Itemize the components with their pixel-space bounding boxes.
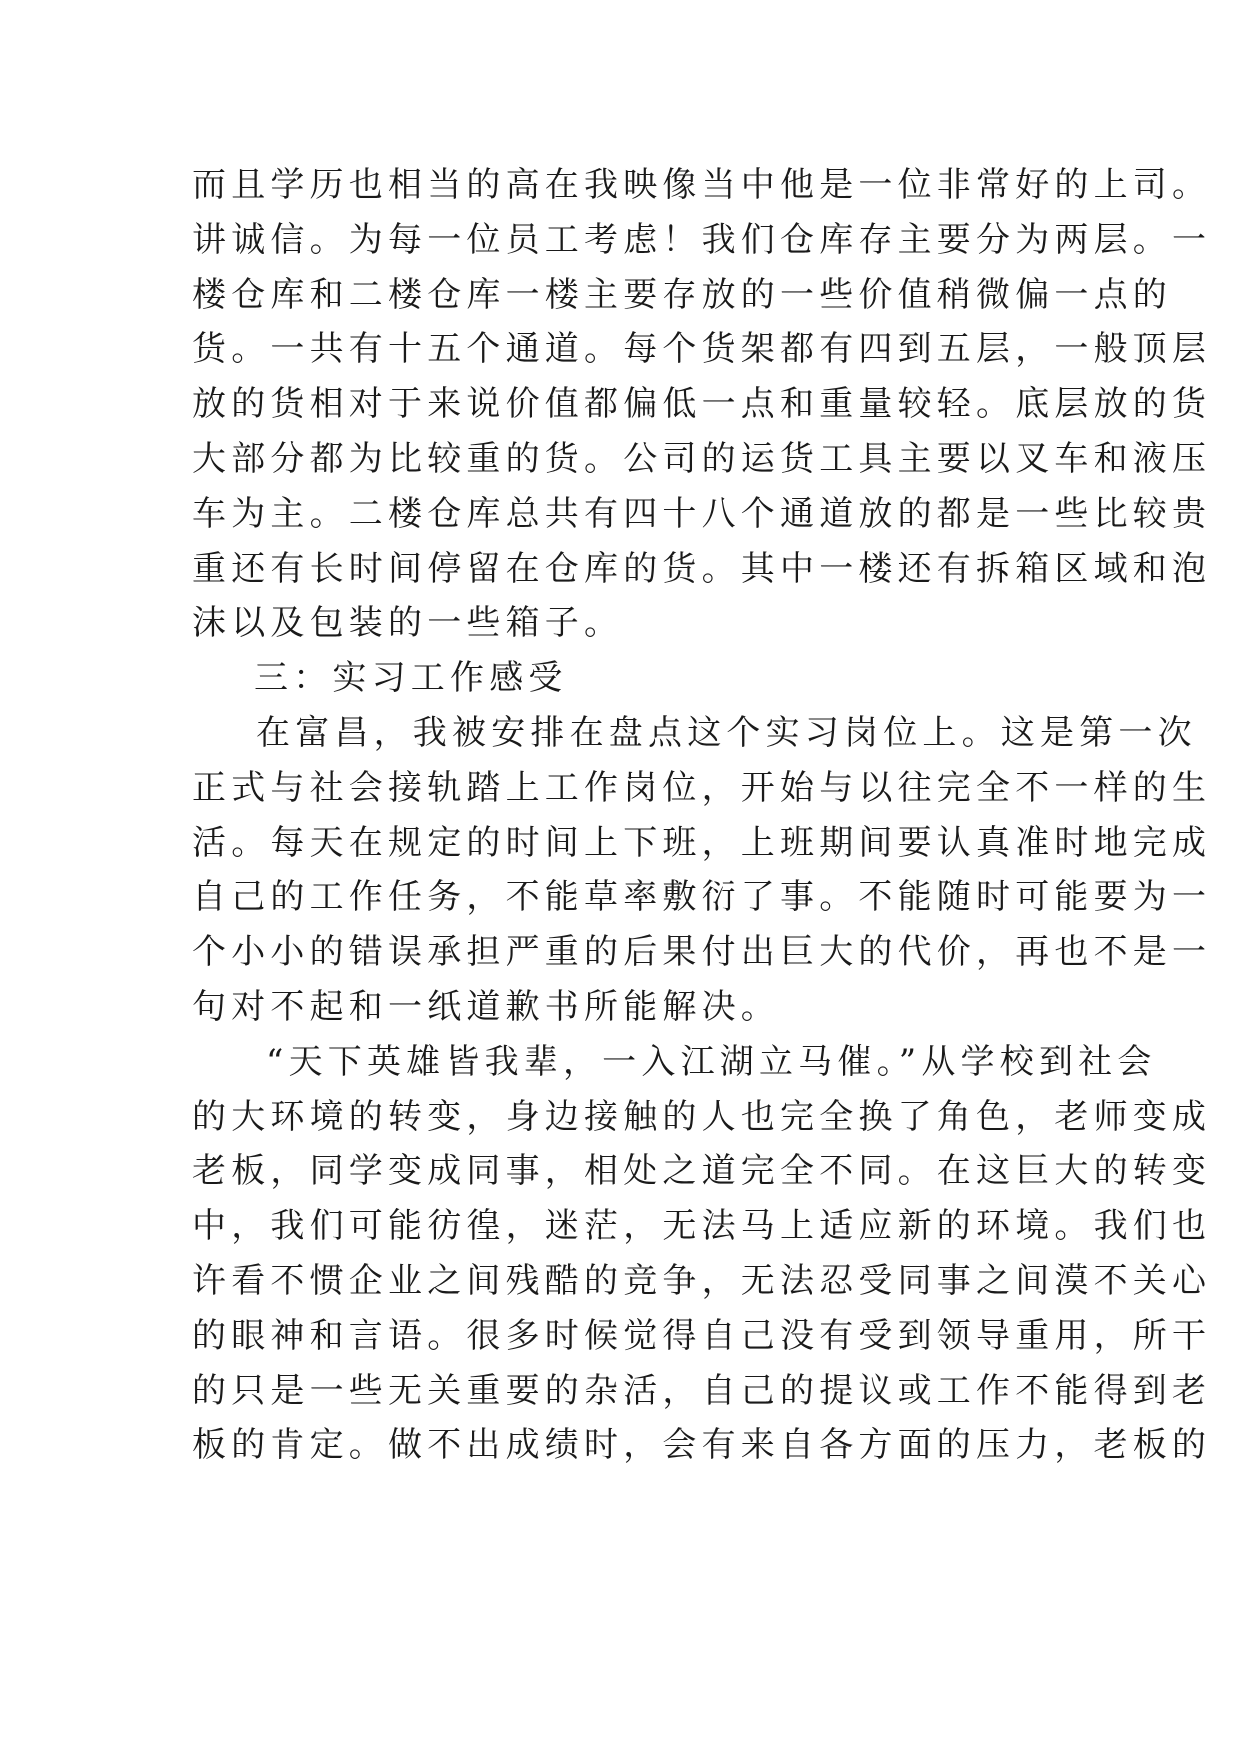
text-line: 活。每天在规定的时间上下班，上班期间要认真准时地完成 <box>192 822 1212 863</box>
text-line: 许看不惯企业之间残酷的竞争，无法忍受同事之间漠不关心 <box>192 1260 1212 1301</box>
text-line: 自己的工作任务，不能草率敷衍了事。不能随时可能要为一 <box>192 877 1212 918</box>
text-line: 车为主。二楼仓库总共有四十八个通道放的都是一些比较贵 <box>192 493 1212 534</box>
section-heading: 三：实习工作感受 <box>254 658 568 699</box>
text-line: 楼仓库和二楼仓库一楼主要存放的一些价值稍微偏一点的 <box>192 274 1172 315</box>
text-line: 老板，同学变成同事，相处之道完全不同。在这巨大的转变 <box>192 1151 1212 1192</box>
text-line: 放的货相对于来说价值都偏低一点和重量较轻。底层放的货 <box>192 384 1212 425</box>
text-line: 的眼神和言语。很多时候觉得自己没有受到领导重用，所干 <box>192 1315 1212 1356</box>
text-line: 而且学历也相当的高在我映像当中他是一位非常好的上司。 <box>192 165 1212 205</box>
text-line: 的大环境的转变，身边接触的人也完全换了角色，老师变成 <box>192 1096 1212 1137</box>
text-line: 沫以及包装的一些箱子。 <box>192 603 624 644</box>
text-line: 的只是一些无关重要的杂活，自己的提议或工作不能得到老 <box>192 1370 1212 1411</box>
text-line: 货。一共有十五个通道。每个货架都有四到五层，一般顶层 <box>192 329 1212 370</box>
text-line: 中，我们可能彷徨，迷茫，无法马上适应新的环境。我们也 <box>192 1206 1212 1247</box>
text-line: 个小小的错误承担严重的后果付出巨大的代价，再也不是一 <box>192 932 1212 973</box>
text-line: 重还有长时间停留在仓库的货。其中一楼还有拆箱区域和泡 <box>192 548 1212 589</box>
paragraph-first-line: 在富昌，我被安排在盘点这个实习岗位上。这是第一次 <box>256 712 1197 753</box>
text-line: 句对不起和一纸道歉书所能解决。 <box>192 986 780 1027</box>
document-body <box>192 158 1212 1473</box>
text-line: 大部分都为比较重的货。公司的运货工具主要以叉车和液压 <box>192 438 1212 479</box>
text-line: 板的肯定。做不出成绩时，会有来自各方面的压力，老板的 <box>192 1425 1212 1466</box>
text-line: 正式与社会接轨踏上工作岗位，开始与以往完全不一样的生 <box>192 767 1212 808</box>
text-line: 讲诚信。为每一位员工考虑！我们仓库存主要分为两层。一 <box>192 219 1212 260</box>
paragraph-first-line: “天下英雄皆我辈，一入江湖立马催。”从学校到社会 <box>266 1041 1157 1082</box>
